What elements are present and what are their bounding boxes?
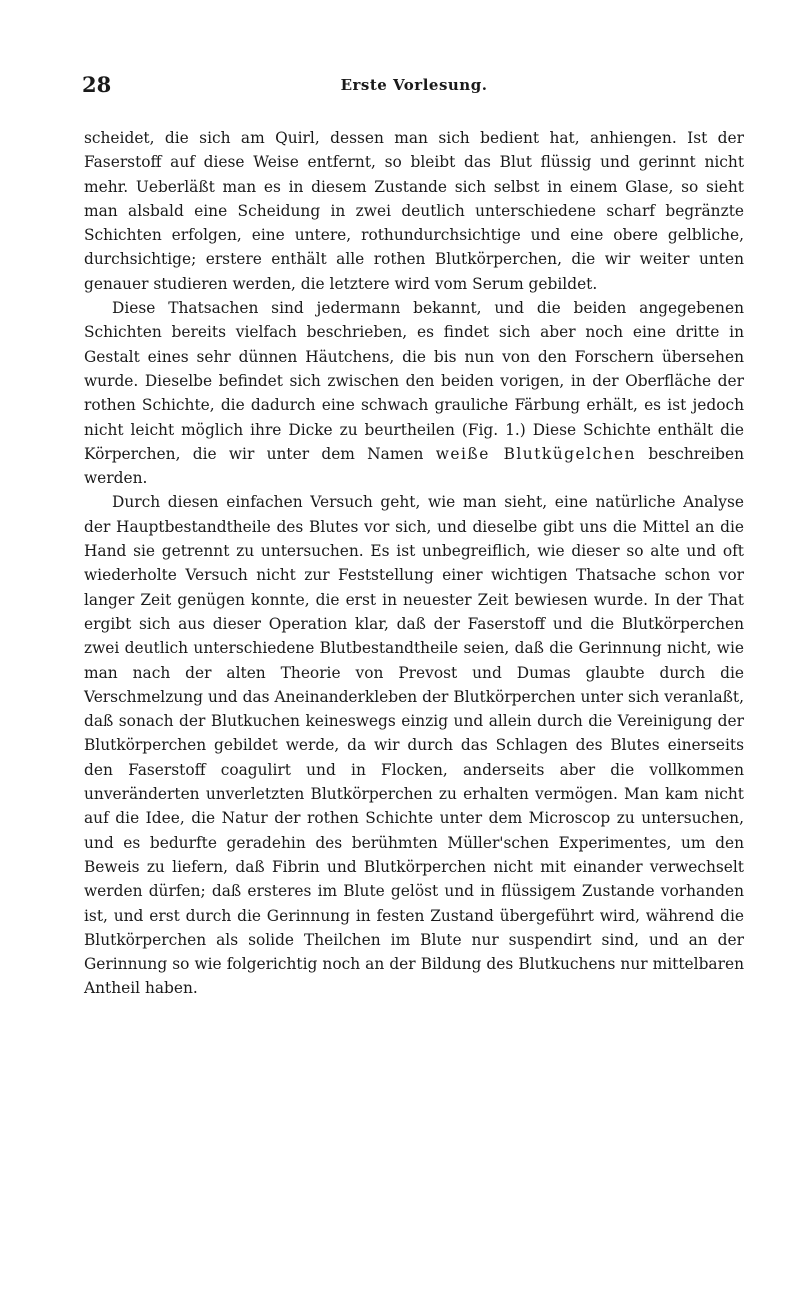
paragraph-2-text-before: Diese Thatsachen sind jedermann bekannt, und die beiden angegebenen Schichten bereits vielfach beschrieben, es findet sich aber noch eine dritte in Gestalt eines sehr dünnen Häutchens, die bis nun von den Forschern übersehen wurde. Dieselbe befindet sich zwischen den beiden vorigen, in der Oberfläche der rothen Schichte, die dadurch eine schwach grauliche Färbung erhält, es ist jedoch nicht leicht möglich ihre Dicke zu beurtheilen (Fig. 1.) Diese Schichte enthält die Körperchen, die wir unter dem Namen (84, 299, 744, 463)
running-head (84, 72, 744, 104)
paragraph-1: scheidet, die sich am Quirl, dessen man sich bedient hat, anhiengen. Ist der Faserstoff auf diese Weise entfernt, so bleibt das Blut flüssig und gerinnt nicht mehr. Ueberläßt man es in diesem Zustande sich selbst in einem Glase, so sieht man alsbald eine Scheidung in zwei deutlich unterschiedene scharf begränzte Schichten erfolgen, eine untere, rothundurchsichtige und eine obere gelbliche, durchsichtige; erstere enthält alle rothen Blutkörperchen, die wir weiter unten genauer studieren werden, die letztere wird vom Serum gebildet. (84, 129, 744, 293)
page-number: 28 (82, 72, 112, 97)
book-page (84, 72, 744, 1001)
paragraph-2 (84, 296, 744, 490)
section-title: Erste Vorlesung. (340, 76, 488, 94)
paragraph-3: Durch diesen einfachen Versuch geht, wie man sieht, eine natürliche Analyse der Hauptbestandtheile des Blutes vor sich, und dieselbe gibt uns die Mittel an die Hand sie getrennt zu untersuchen. Es ist unbegreiflich, wie dieser so alte und oft wiederholte Versuch nicht zur Feststellung einer wichtigen Thatsache schon vor langer Zeit genügen konnte, die erst in neuester Zeit bewiesen wurde. In der That ergibt sich aus dieser Operation klar, daß der Faserstoff und die Blutkörperchen zwei deutlich unterschiedene Blutbestandtheile seien, daß die Gerinnung nicht, wie man nach der alten Theorie von Prevost und Dumas glaubte durch die Verschmelzung und das Aneinanderkleben der Blutkörperchen unter sich veranlaßt, daß sonach der Blutkuchen keineswegs einzig und allein durch die Vereinigung der Blutkörperchen gebildet werde, da wir durch das Schlagen des Blutes einerseits den Faserstoff coagulirt und in Flocken, anderseits aber die vollkommen unveränderten unverletzten Blutkörperchen zu erhalten vermögen. Man kam nicht auf die Idee, die Natur der rothen Schichte unter dem Microscop zu untersuchen, und es bedurfte geradehin des berühmten Müller'schen Experimentes, um den Beweis zu liefern, daß Fibrin und Blutkörperchen nicht mit einander verwechselt werden dürfen; daß ersteres im Blute gelöst und in flüssigem Zustande vorhanden ist, und erst durch die Gerinnung in festen Zustand übergeführt wird, während die Blutkörperchen als solide Theilchen im Blute nur suspendirt sind, und an der Gerinnung so wie folgerichtig noch an der Bildung des Blutkuchens nur mittelbaren Antheil haben. (84, 493, 744, 998)
emphasis-term: weiße Blutkügelchen (435, 444, 637, 463)
paragraph-2-text-after: beschreiben werden. (84, 444, 744, 488)
